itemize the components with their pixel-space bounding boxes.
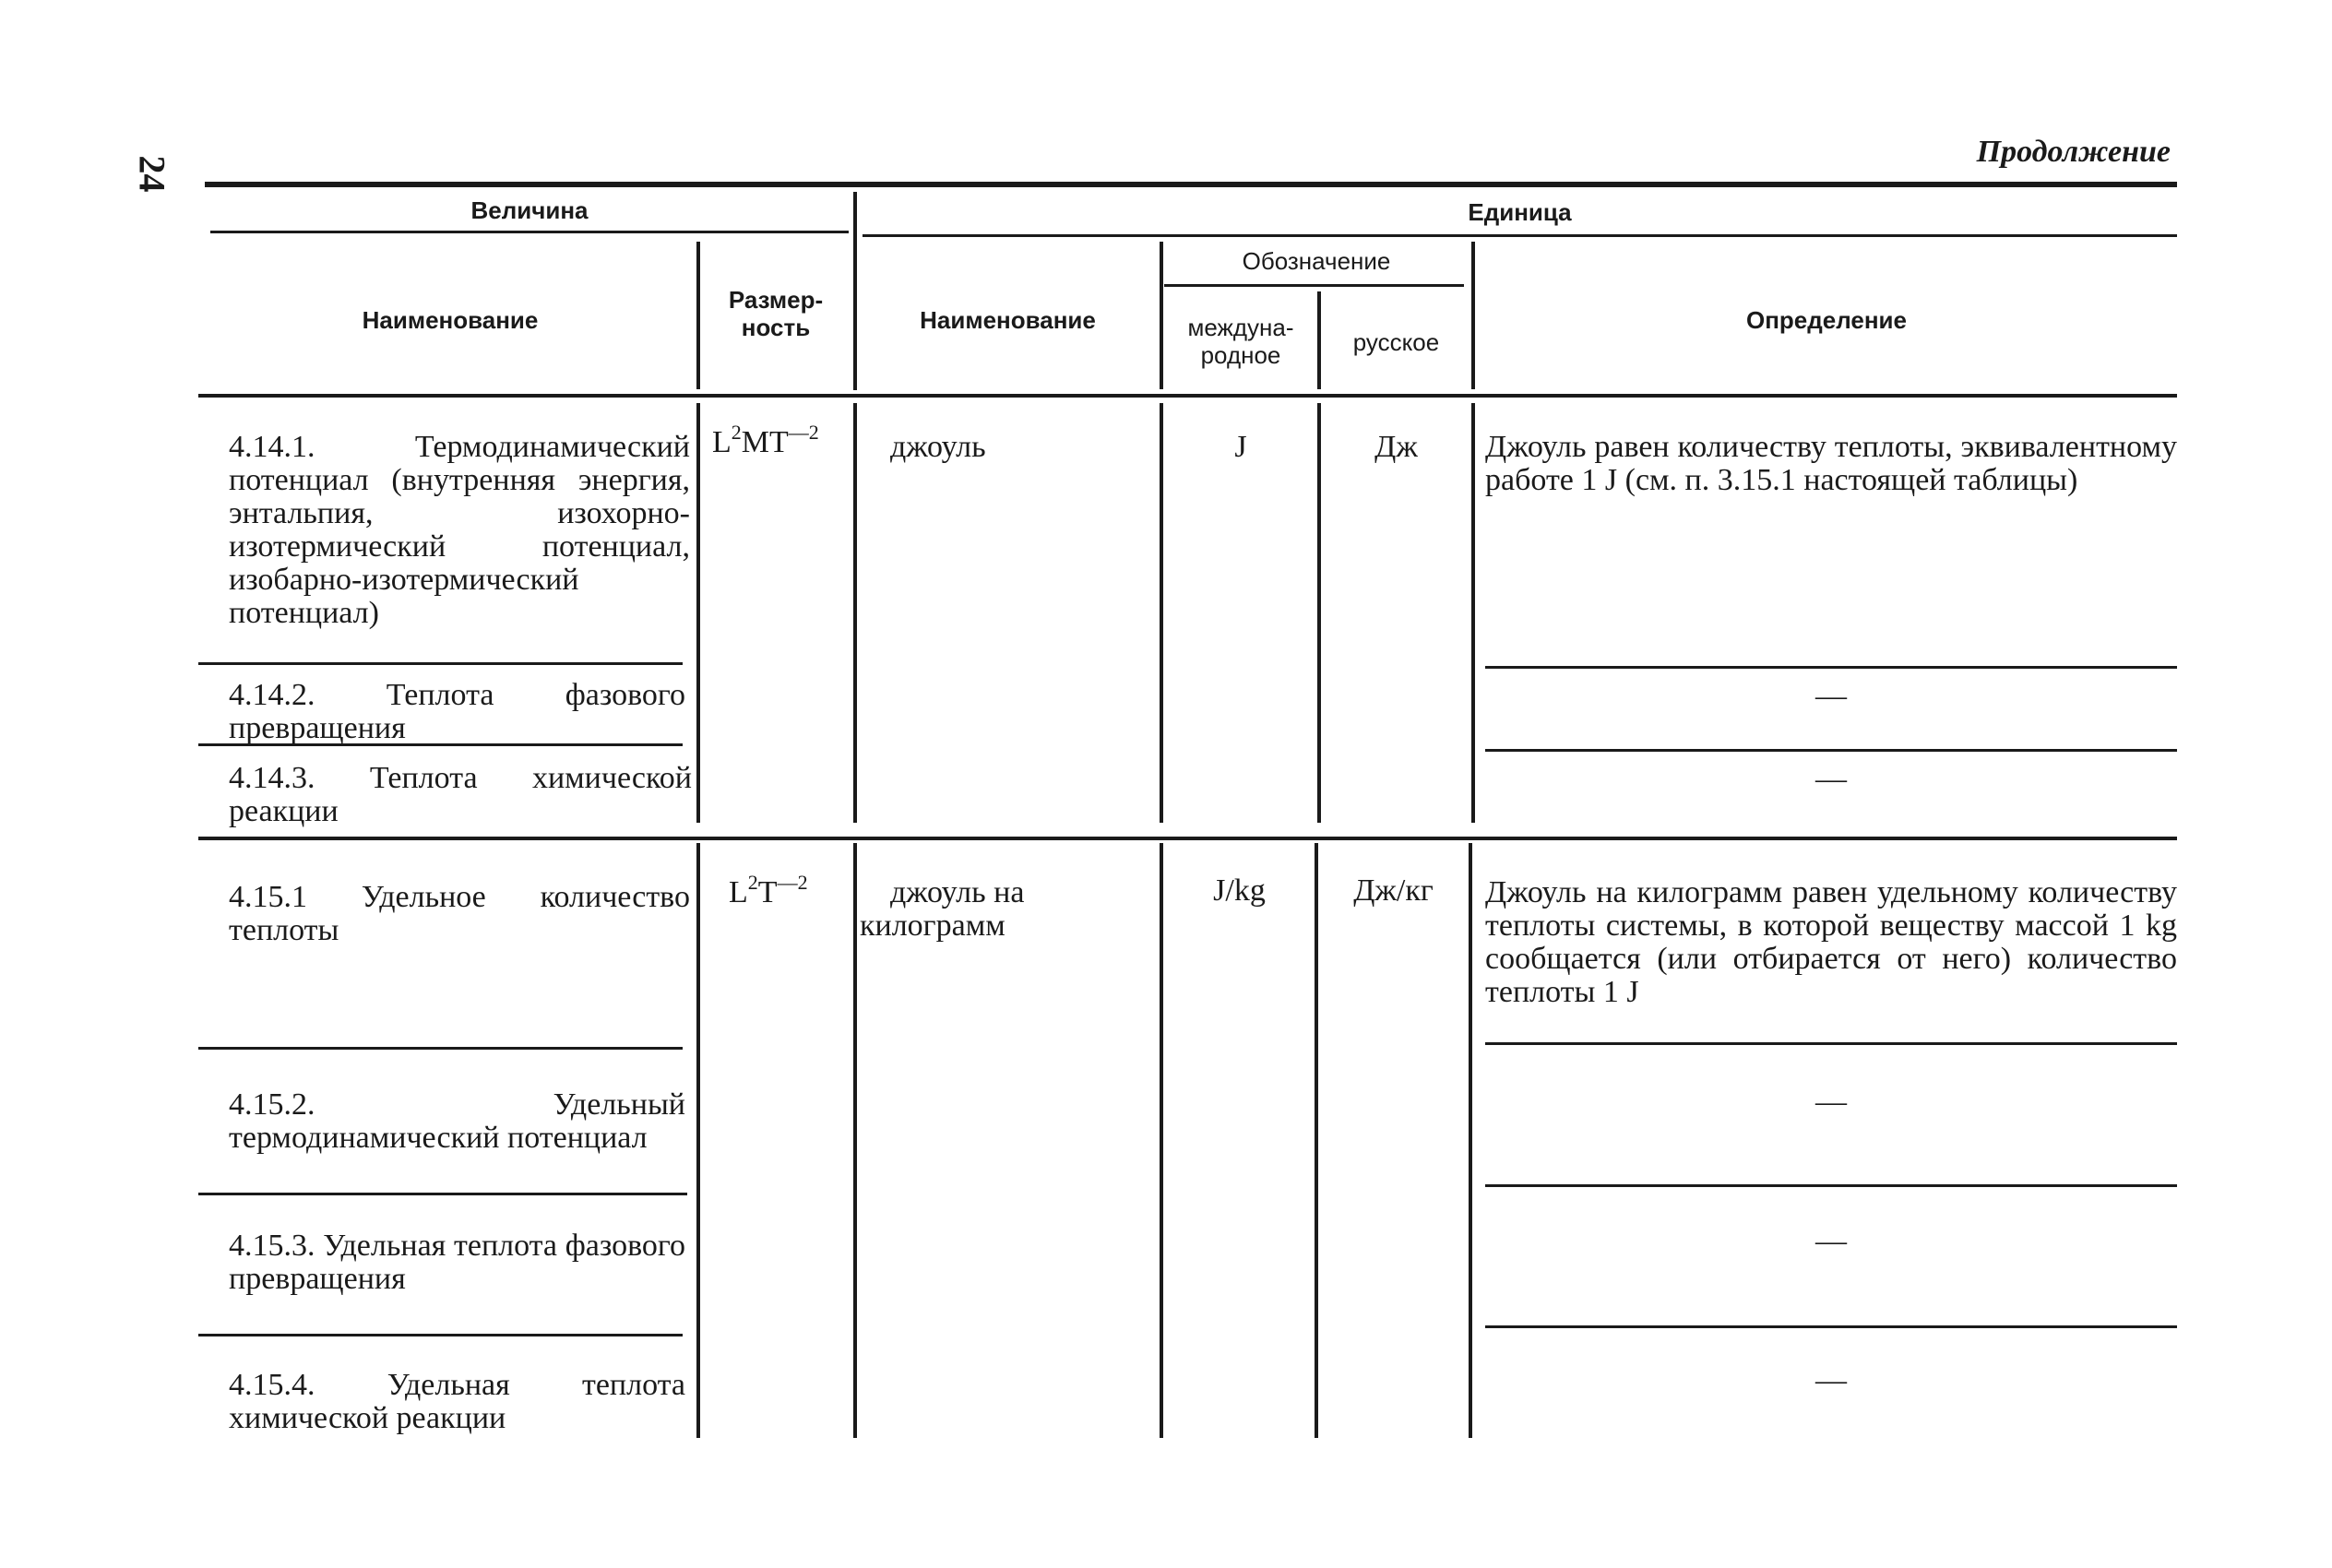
header-intl-line2: родное (1200, 341, 1281, 369)
quantity-name-4-15-3: 4.15.3. Удельная теплота фазового превращения (229, 1229, 685, 1296)
col-divider-ru-def (1471, 403, 1475, 823)
col-divider-dim-unit (853, 843, 857, 1438)
header-divider-unitname-designation (1160, 242, 1163, 389)
quantity-name-4-15-4: 4.15.4. Удельная теплота химической реакции (229, 1368, 685, 1435)
row-rule (198, 662, 683, 665)
header-rule-unit (863, 234, 2177, 237)
group-rule (198, 837, 2177, 840)
col-divider-name-dim (696, 843, 700, 1438)
col-divider-dim-unit (853, 403, 857, 823)
header-dimension (701, 286, 851, 341)
dimension-4-15-1 (729, 871, 808, 909)
col-divider-name-dim (696, 403, 700, 823)
dim-sup2: —2 (777, 871, 808, 894)
col-divider-ru-def (1469, 843, 1472, 1438)
header-dimension-line1: Размер- (728, 286, 824, 314)
definition-4-14-2: — (1815, 679, 1847, 713)
row-rule (1485, 1042, 2177, 1045)
russian-symbol-4-15-1: Дж/кг (1353, 873, 1434, 908)
header-bottom-rule (198, 394, 2177, 398)
col-divider-unit-intl (1160, 843, 1163, 1438)
dim-base: L (712, 425, 732, 459)
quantity-name-4-14-2: 4.14.2. Теплота фазового превращения (229, 678, 685, 745)
dim-sup2: —2 (788, 421, 819, 444)
dim-mid: T (757, 875, 778, 909)
row-rule (198, 1334, 683, 1336)
dim-mid: MT (741, 425, 789, 459)
col-divider-intl-ru (1317, 403, 1321, 823)
unit-name-4-15-1: джоуль на килограмм (860, 875, 1025, 943)
row-rule (1485, 666, 2177, 669)
header-rule-designation (1164, 284, 1464, 287)
col-divider-intl-ru (1315, 843, 1318, 1438)
dim-sup1: 2 (731, 421, 742, 444)
row-rule (1485, 749, 2177, 752)
header-quantity-group: Величина (470, 196, 589, 224)
definition-4-15-3: — (1815, 1224, 1847, 1258)
quantity-name-4-14-3: 4.14.3. Теплота химической реакции (229, 761, 692, 828)
header-intl-line1: междуна- (1187, 314, 1294, 341)
header-definition: Определение (1745, 306, 1907, 334)
definition-4-14-1: Джоуль равен количеству теплоты, эквивалентному работе 1 J (см. п. 3.15.1 настоящей таблицы) (1485, 430, 2177, 497)
header-quantity-name: Наименование (362, 306, 539, 334)
unit-name-4-14-1: джоуль (890, 430, 986, 464)
header-unit-group: Единица (1468, 198, 1572, 226)
dimension-4-14-1 (712, 421, 819, 459)
header-divider-designation-definition (1471, 242, 1475, 389)
header-intl (1164, 314, 1317, 369)
table-top-rule (205, 182, 2177, 187)
definition-4-15-2: — (1815, 1085, 1847, 1119)
definition-4-14-3: — (1815, 762, 1847, 796)
header-russian: русское (1352, 328, 1440, 356)
row-rule (198, 1047, 683, 1050)
intl-symbol-4-14-1: J (1234, 430, 1247, 464)
row-rule (1485, 1325, 2177, 1328)
dim-base: L (729, 875, 748, 909)
header-unit-name: Наименование (920, 306, 1096, 334)
header-divider-quantity-unit (853, 192, 857, 390)
definition-4-15-1: Джоуль на килограмм равен удельному количеству теплоты системы, в которой веществу массой 1 kg сообщается (или отбирается от него) количество теплоты 1 J (1485, 875, 2177, 1009)
definition-4-15-4: — (1815, 1363, 1847, 1397)
row-rule (198, 1193, 687, 1195)
header-divider-name-dim (696, 242, 700, 389)
page-number: 24 (131, 155, 173, 193)
russian-symbol-4-14-1: Дж (1374, 430, 1418, 464)
row-rule (1485, 1184, 2177, 1187)
header-designation: Обозначение (1242, 247, 1391, 275)
quantity-name-4-15-1: 4.15.1 Удельное количество теплоты (229, 880, 690, 947)
header-dimension-line2: ность (741, 314, 811, 341)
intl-symbol-4-15-1: J/kg (1213, 873, 1266, 908)
col-divider-unit-intl (1160, 403, 1163, 823)
quantity-name-4-15-2: 4.15.2. Удельный термодинамический потенциал (229, 1087, 685, 1155)
quantity-name-4-14-1: 4.14.1. Термодинамический потенциал (внутренняя энергия, энтальпия, изохорно-изотермический потенциал, изобарно-изотермический потенциал) (229, 430, 690, 630)
dim-sup1: 2 (747, 871, 758, 894)
continuation-label: Продолжение (1976, 135, 2171, 169)
header-rule-quantity (210, 231, 849, 233)
